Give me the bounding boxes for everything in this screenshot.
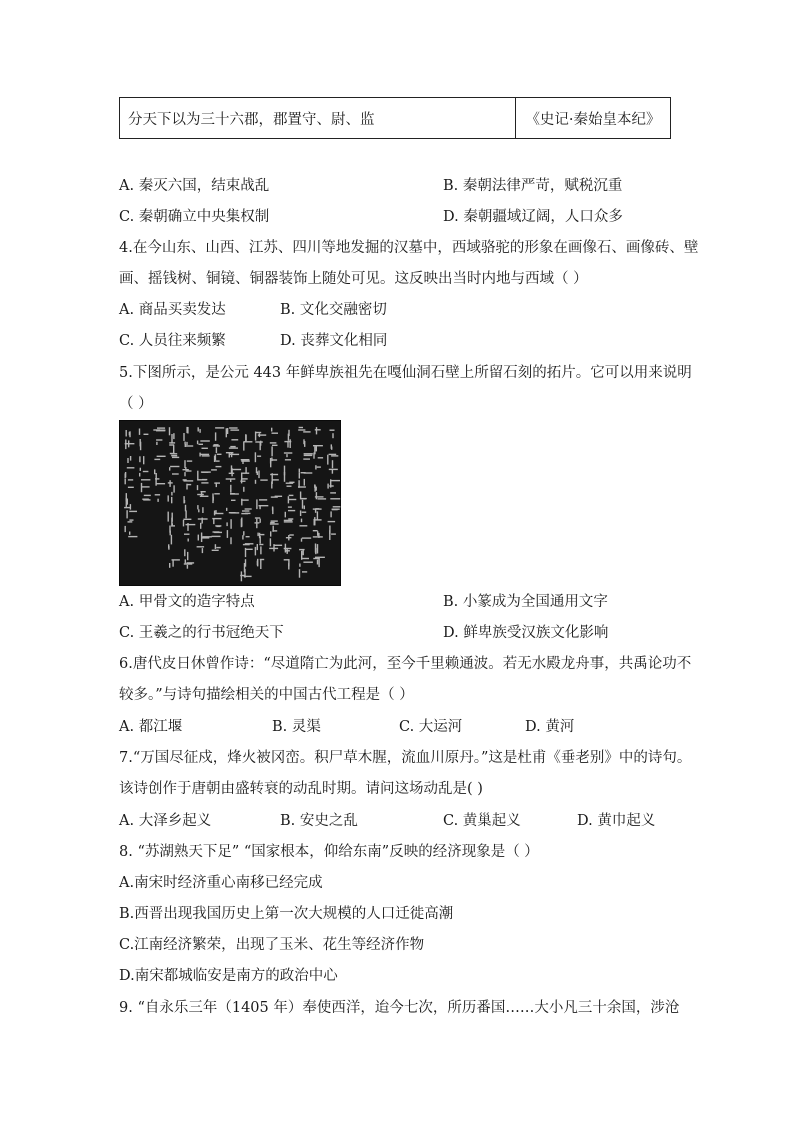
q7-stem-line2: 该诗创作于唐朝由盛转衰的动乱时期。请问这场动乱是( ) <box>119 781 483 797</box>
source-quote: 分天下以为三十六郡，郡置守、尉、监 <box>120 98 516 138</box>
q8-option-c[interactable]: C.江南经济繁荣，出现了玉米、花生等经济作物 <box>119 937 425 953</box>
q6-option-c[interactable]: C. 大运河 <box>399 719 463 735</box>
q4-stem-line2: 画、摇钱树、铜镜、铜器装饰上随处可见。这反映出当时内地与西域（ ） <box>119 271 588 287</box>
source-citation: 《史记·秦始皇本纪》 <box>525 111 661 128</box>
q4-stem-line1: 4.在今山东、山西、江苏、四川等地发掘的汉墓中，西域骆驼的形象在画像石、画像砖、壁 <box>119 240 699 256</box>
q3-option-b[interactable]: B. 秦朝法律严苛，赋税沉重 <box>443 178 623 194</box>
q5-stem-line1: 5.下图所示，是公元 443 年鲜卑族祖先在嘎仙洞石壁上所留石刻的拓片。它可以用来说明 <box>119 365 692 381</box>
stone-inscription-rubbing-image <box>119 420 341 586</box>
source-table <box>119 97 671 139</box>
q6-stem-line1: 6.唐代皮日休曾作诗：“尽道隋亡为此河，至今千里赖通波。若无水殿龙舟事，共禹论功不 <box>119 656 692 672</box>
q4-option-b[interactable]: B. 文化交融密切 <box>280 302 387 318</box>
q5-option-b[interactable]: B. 小篆成为全国通用文字 <box>443 594 608 610</box>
q6-option-d[interactable]: D. 黄河 <box>525 719 575 735</box>
q4-option-d[interactable]: D. 丧葬文化相同 <box>280 333 388 349</box>
q3-option-d[interactable]: D. 秦朝疆域辽阔，人口众多 <box>443 209 623 225</box>
q8-stem: 8. “苏湖熟天下足” “国家根本，仰给东南”反映的经济现象是（ ） <box>119 844 539 860</box>
q6-option-b[interactable]: B. 灵渠 <box>272 719 321 735</box>
q7-option-a[interactable]: A. 大泽乡起义 <box>119 813 212 829</box>
q7-option-b[interactable]: B. 安史之乱 <box>280 813 358 829</box>
q6-stem-line2: 较多。”与诗句描绘相关的中国古代工程是（ ） <box>119 687 414 703</box>
q8-option-a[interactable]: A.南宋时经济重心南移已经完成 <box>119 875 323 891</box>
q3-option-a[interactable]: A. 秦灭六国，结束战乱 <box>119 178 270 194</box>
q7-option-c[interactable]: C. 黄巢起义 <box>443 813 521 829</box>
q9-stem-line1: 9. “自永乐三年（1405 年）奉使西洋，迨今七次，所历番国……大小凡三十余国，涉沧 <box>119 1000 680 1016</box>
q8-option-b[interactable]: B.西晋出现我国历史上第一次大规模的人口迁徙高潮 <box>119 906 454 922</box>
q3-option-c[interactable]: C. 秦朝确立中央集权制 <box>119 209 270 225</box>
q6-option-a[interactable]: A. 都江堰 <box>119 719 183 735</box>
q5-option-d[interactable]: D. 鲜卑族受汉族文化影响 <box>443 625 609 641</box>
q5-stem-line2: （ ） <box>119 396 153 412</box>
q4-option-a[interactable]: A. 商品买卖发达 <box>119 302 226 318</box>
q4-option-c[interactable]: C. 人员往来频繁 <box>119 333 226 349</box>
q5-option-c[interactable]: C. 王羲之的行书冠绝天下 <box>119 625 284 641</box>
q8-option-d[interactable]: D.南宋都城临安是南方的政治中心 <box>119 968 338 984</box>
q7-stem-line1: 7.“万国尽征戍，烽火被冈峦。积尸草木腥，流血川原丹。”这是杜甫《垂老别》中的诗句。 <box>119 750 692 766</box>
q5-option-a[interactable]: A. 甲骨文的造字特点 <box>119 594 255 610</box>
q7-option-d[interactable]: D. 黄巾起义 <box>577 813 656 829</box>
rubbing-texture <box>119 420 341 586</box>
